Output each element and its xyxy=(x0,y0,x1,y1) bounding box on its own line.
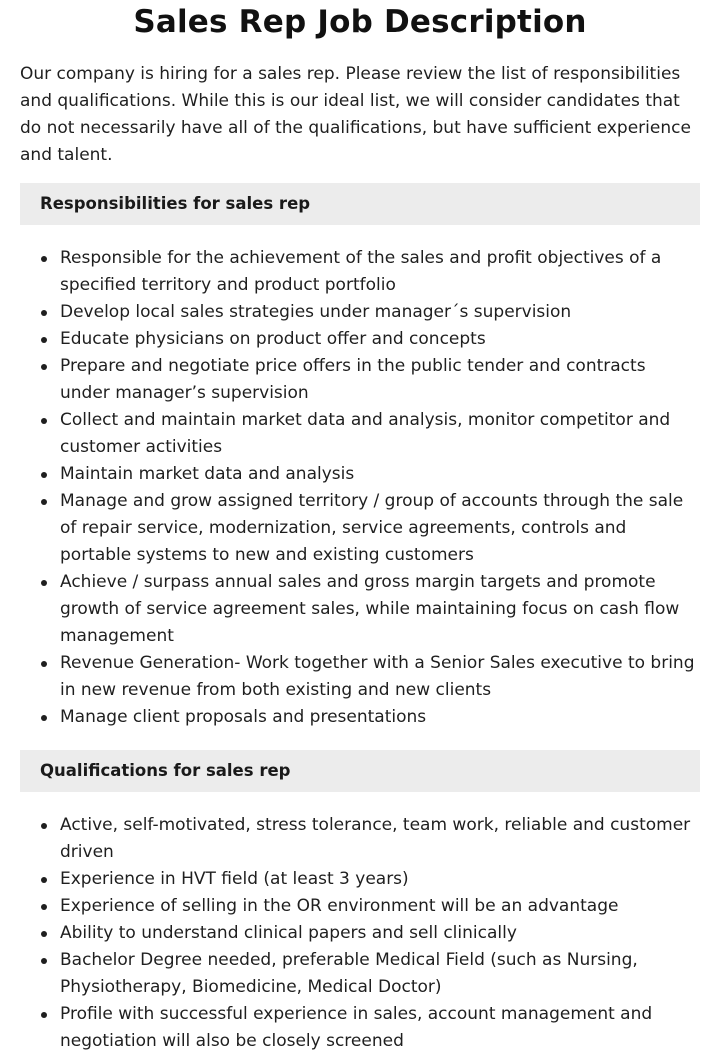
responsibilities-heading: Responsibilities for sales rep xyxy=(20,183,700,225)
qualifications-list xyxy=(20,812,700,1055)
list-item: Ability to understand clinical papers and sell clinically xyxy=(20,920,700,947)
intro-paragraph: Our company is hiring for a sales rep. Please review the list of responsibilities and qualifications. While this is our ideal list, we will consider candidates that do not necessarily have all of the qualifications, but have sufficient experience and talent. xyxy=(20,64,691,165)
page-title: Sales Rep Job Description xyxy=(133,4,587,40)
list-item: Manage and grow assigned territory / group of accounts through the sale of repair service, modernization, service agreements, controls and portable systems to new and existing customers xyxy=(20,488,700,569)
list-item: Experience in HVT field (at least 3 years) xyxy=(20,866,700,893)
list-item: Manage client proposals and presentations xyxy=(20,704,700,731)
list-item: Maintain market data and analysis xyxy=(20,461,700,488)
list-item: Experience of selling in the OR environment will be an advantage xyxy=(20,893,700,920)
list-item: Bachelor Degree needed, preferable Medical Field (such as Nursing, Physiotherapy, Biomedicine, Medical Doctor) xyxy=(20,947,700,1001)
list-item: Profile with successful experience in sales, account management and negotiation will also be closely screened xyxy=(20,1001,700,1055)
list-item: Achieve / surpass annual sales and gross margin targets and promote growth of service agreement sales, while maintaining focus on cash flow management xyxy=(20,569,700,650)
qualifications-heading: Qualifications for sales rep xyxy=(20,750,700,792)
list-item: Prepare and negotiate price offers in the public tender and contracts under manager’s supervision xyxy=(20,353,700,407)
list-item: Develop local sales strategies under manager´s supervision xyxy=(20,299,700,326)
list-item: Educate physicians on product offer and concepts xyxy=(20,326,700,353)
responsibilities-list xyxy=(20,245,700,731)
list-item: Active, self-motivated, stress tolerance, team work, reliable and customer driven xyxy=(20,812,700,866)
list-item: Revenue Generation- Work together with a Senior Sales executive to bring in new revenue from both existing and new clients xyxy=(20,650,700,704)
list-item: Responsible for the achievement of the sales and profit objectives of a specified territory and product portfolio xyxy=(20,245,700,299)
list-item: Collect and maintain market data and analysis, monitor competitor and customer activities xyxy=(20,407,700,461)
